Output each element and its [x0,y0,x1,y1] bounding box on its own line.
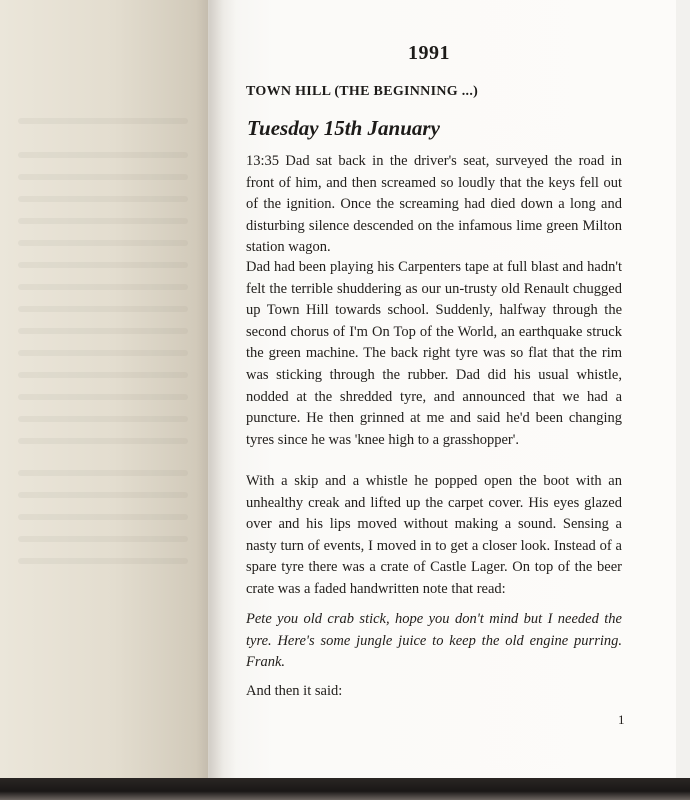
scan-border-bottom [0,778,690,800]
paragraph: 13:35 Dad sat back in the driver's seat, surveyed the road in front of him, and then screamed so loudly that the keys fell out of the ignition. Once the screaming had died down a long and disturbing silence descended on the infamous lime green Milton station wagon. [246,153,622,256]
scan-border [676,0,690,800]
bleed-through-line [18,196,188,202]
bleed-through-line [18,174,188,180]
chapter-year: 1991 [408,42,450,64]
bleed-through-line [18,492,188,498]
bleed-through-line [18,514,188,520]
bleed-through-line [18,350,188,356]
bleed-through-line [18,470,188,476]
bleed-through-line [18,284,188,290]
bleed-through-line [18,372,188,378]
bleed-through-line [18,152,188,158]
bleed-through-line [18,438,188,444]
diary-entry-date: Tuesday 15th January [247,116,440,140]
book-gutter [196,0,236,778]
bleed-through-line [18,536,188,542]
bleed-through-line [18,218,188,224]
chapter-title: TOWN HILL (THE BEGINNING ...) [246,84,479,99]
bleed-through-line [18,306,188,312]
facing-page [0,0,208,778]
bleed-through-line [18,118,188,124]
paragraph: And then it said: [246,683,343,699]
bleed-through-line [18,416,188,422]
handwritten-note-quote: Pete you old crab stick, hope you don't mind but I needed the tyre. Here's some jungle juice to keep the old engine purring. Frank. [246,611,622,671]
bleed-through-line [18,394,188,400]
bleed-through-line [18,240,188,246]
paragraph: Dad had been playing his Carpenters tape at full blast and hadn't felt the terrible shuddering as our un-trusty old Renault chugged up Town Hill towards school. Suddenly, halfway through the second chorus of I'm On Top of the World, an earthquake struck the green machine. The back right tyre was so flat that the rim was sticking through the rubber. Dad did his usual whistle, nodded at the shredded tyre, and announced that we had a puncture. He then grinned at me and said he'd been changing tyres since he was 'knee high to a grasshopper'. [246,259,622,448]
page-number: 1 [618,712,625,727]
bleed-through-line [18,328,188,334]
bleed-through-line [18,262,188,268]
paragraph: With a skip and a whistle he popped open the boot with an unhealthy creak and lifted up the carpet cover. His eyes glazed over and his lips moved without making a sound. Sensing a nasty turn of events, I moved in to get a closer look. Instead of a spare tyre there was a crate of Castle Lager. On top of the beer crate was a faded handwritten note that read: [246,473,622,597]
bleed-through-line [18,558,188,564]
